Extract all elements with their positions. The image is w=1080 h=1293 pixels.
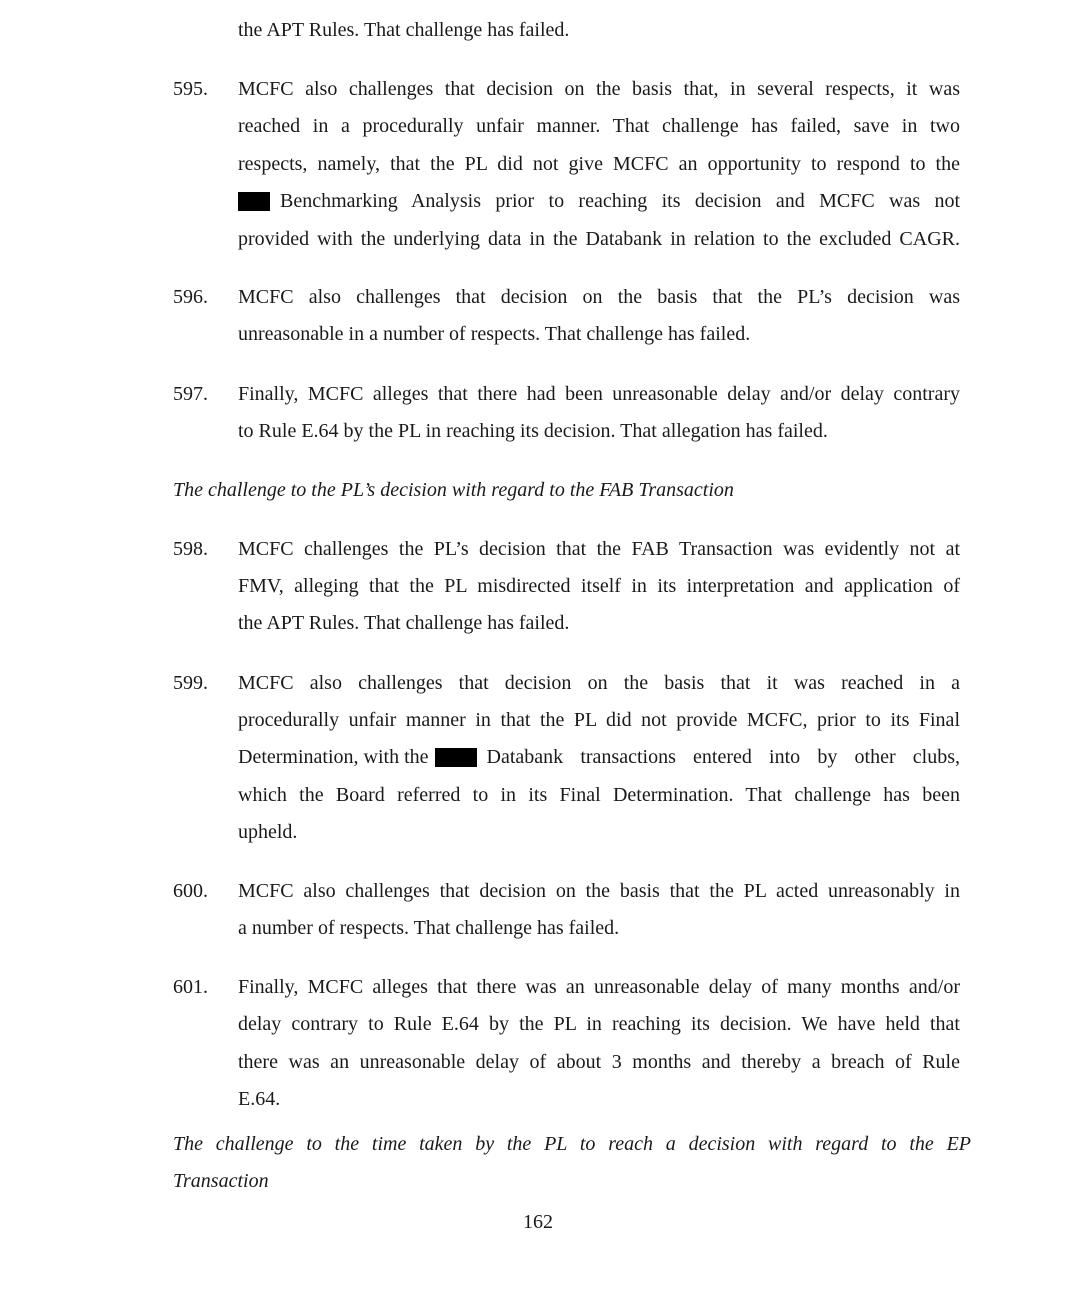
paragraph-line: there was an unreasonable delay of about 3 months and thereby a breach of Rule [238, 1051, 960, 1073]
paragraph-line: MCFC also challenges that decision on the basis that the PL acted unreasonably in [238, 880, 960, 902]
redaction-block [238, 192, 270, 211]
paragraph-line: MCFC challenges the PL’s decision that the FAB Transaction was evidently not at [238, 538, 960, 560]
paragraph-line [238, 745, 960, 769]
paragraph-line: MCFC also challenges that decision on the basis that the PL’s decision was [238, 286, 960, 308]
paragraph-line: a number of respects. That challenge has failed. [238, 917, 620, 939]
section-heading-continued: Transaction [173, 1170, 269, 1192]
paragraph-line: to Rule E.64 by the PL in reaching its decision. That allegation has failed. [238, 420, 828, 442]
section-heading: The challenge to the PL’s decision with regard to the FAB Transaction [173, 479, 734, 501]
paragraph-number: 597. [173, 383, 208, 405]
paragraph-line: Finally, MCFC alleges that there had been unreasonable delay and/or delay contrary [238, 383, 960, 405]
paragraph-number: 600. [173, 880, 208, 902]
paragraph-line [238, 189, 960, 213]
paragraph-line: the APT Rules. That challenge has failed. [238, 612, 570, 634]
paragraph-number: 596. [173, 286, 208, 308]
paragraph-line: reached in a procedurally unfair manner. That challenge has failed, save in two [238, 115, 960, 137]
paragraph-number: 595. [173, 78, 208, 100]
paragraph-line: the APT Rules. That challenge has failed. [238, 19, 570, 41]
paragraph-line: delay contrary to Rule E.64 by the PL in reaching its decision. We have held that [238, 1013, 960, 1035]
paragraph-line: E.64. [238, 1088, 281, 1110]
paragraph-line: MCFC also challenges that decision on the basis that, in several respects, it was [238, 78, 960, 100]
paragraph-line: procedurally unfair manner in that the PL did not provide MCFC, prior to its Final [238, 709, 960, 731]
paragraph-line-text: Determination, with the [238, 746, 429, 768]
paragraph-line: unreasonable in a number of respects. That challenge has failed. [238, 323, 751, 345]
paragraph-number: 599. [173, 672, 208, 694]
section-heading: The challenge to the time taken by the PL to reach a decision with regard to the EP [173, 1133, 971, 1155]
paragraph-number: 601. [173, 976, 208, 998]
paragraph-line: Finally, MCFC alleges that there was an unreasonable delay of many months and/or [238, 976, 960, 998]
paragraph-line-text: Benchmarking Analysis prior to reaching its decision and MCFC was not [280, 190, 960, 212]
paragraph-line: upheld. [238, 821, 298, 843]
paragraph-line: which the Board referred to in its Final Determination. That challenge has been [238, 784, 960, 806]
redaction-block [435, 748, 477, 767]
paragraph-line-text: Databank transactions entered into by other clubs, [486, 746, 960, 768]
paragraph-line: FMV, alleging that the PL misdirected itself in its interpretation and application of [238, 575, 960, 597]
paragraph-number: 598. [173, 538, 208, 560]
paragraph-line: provided with the underlying data in the Databank in relation to the excluded CAGR. [238, 228, 960, 250]
page-number: 162 [523, 1211, 553, 1233]
paragraph-line: MCFC also challenges that decision on the basis that it was reached in a [238, 672, 960, 694]
paragraph-line: respects, namely, that the PL did not give MCFC an opportunity to respond to the [238, 153, 960, 175]
